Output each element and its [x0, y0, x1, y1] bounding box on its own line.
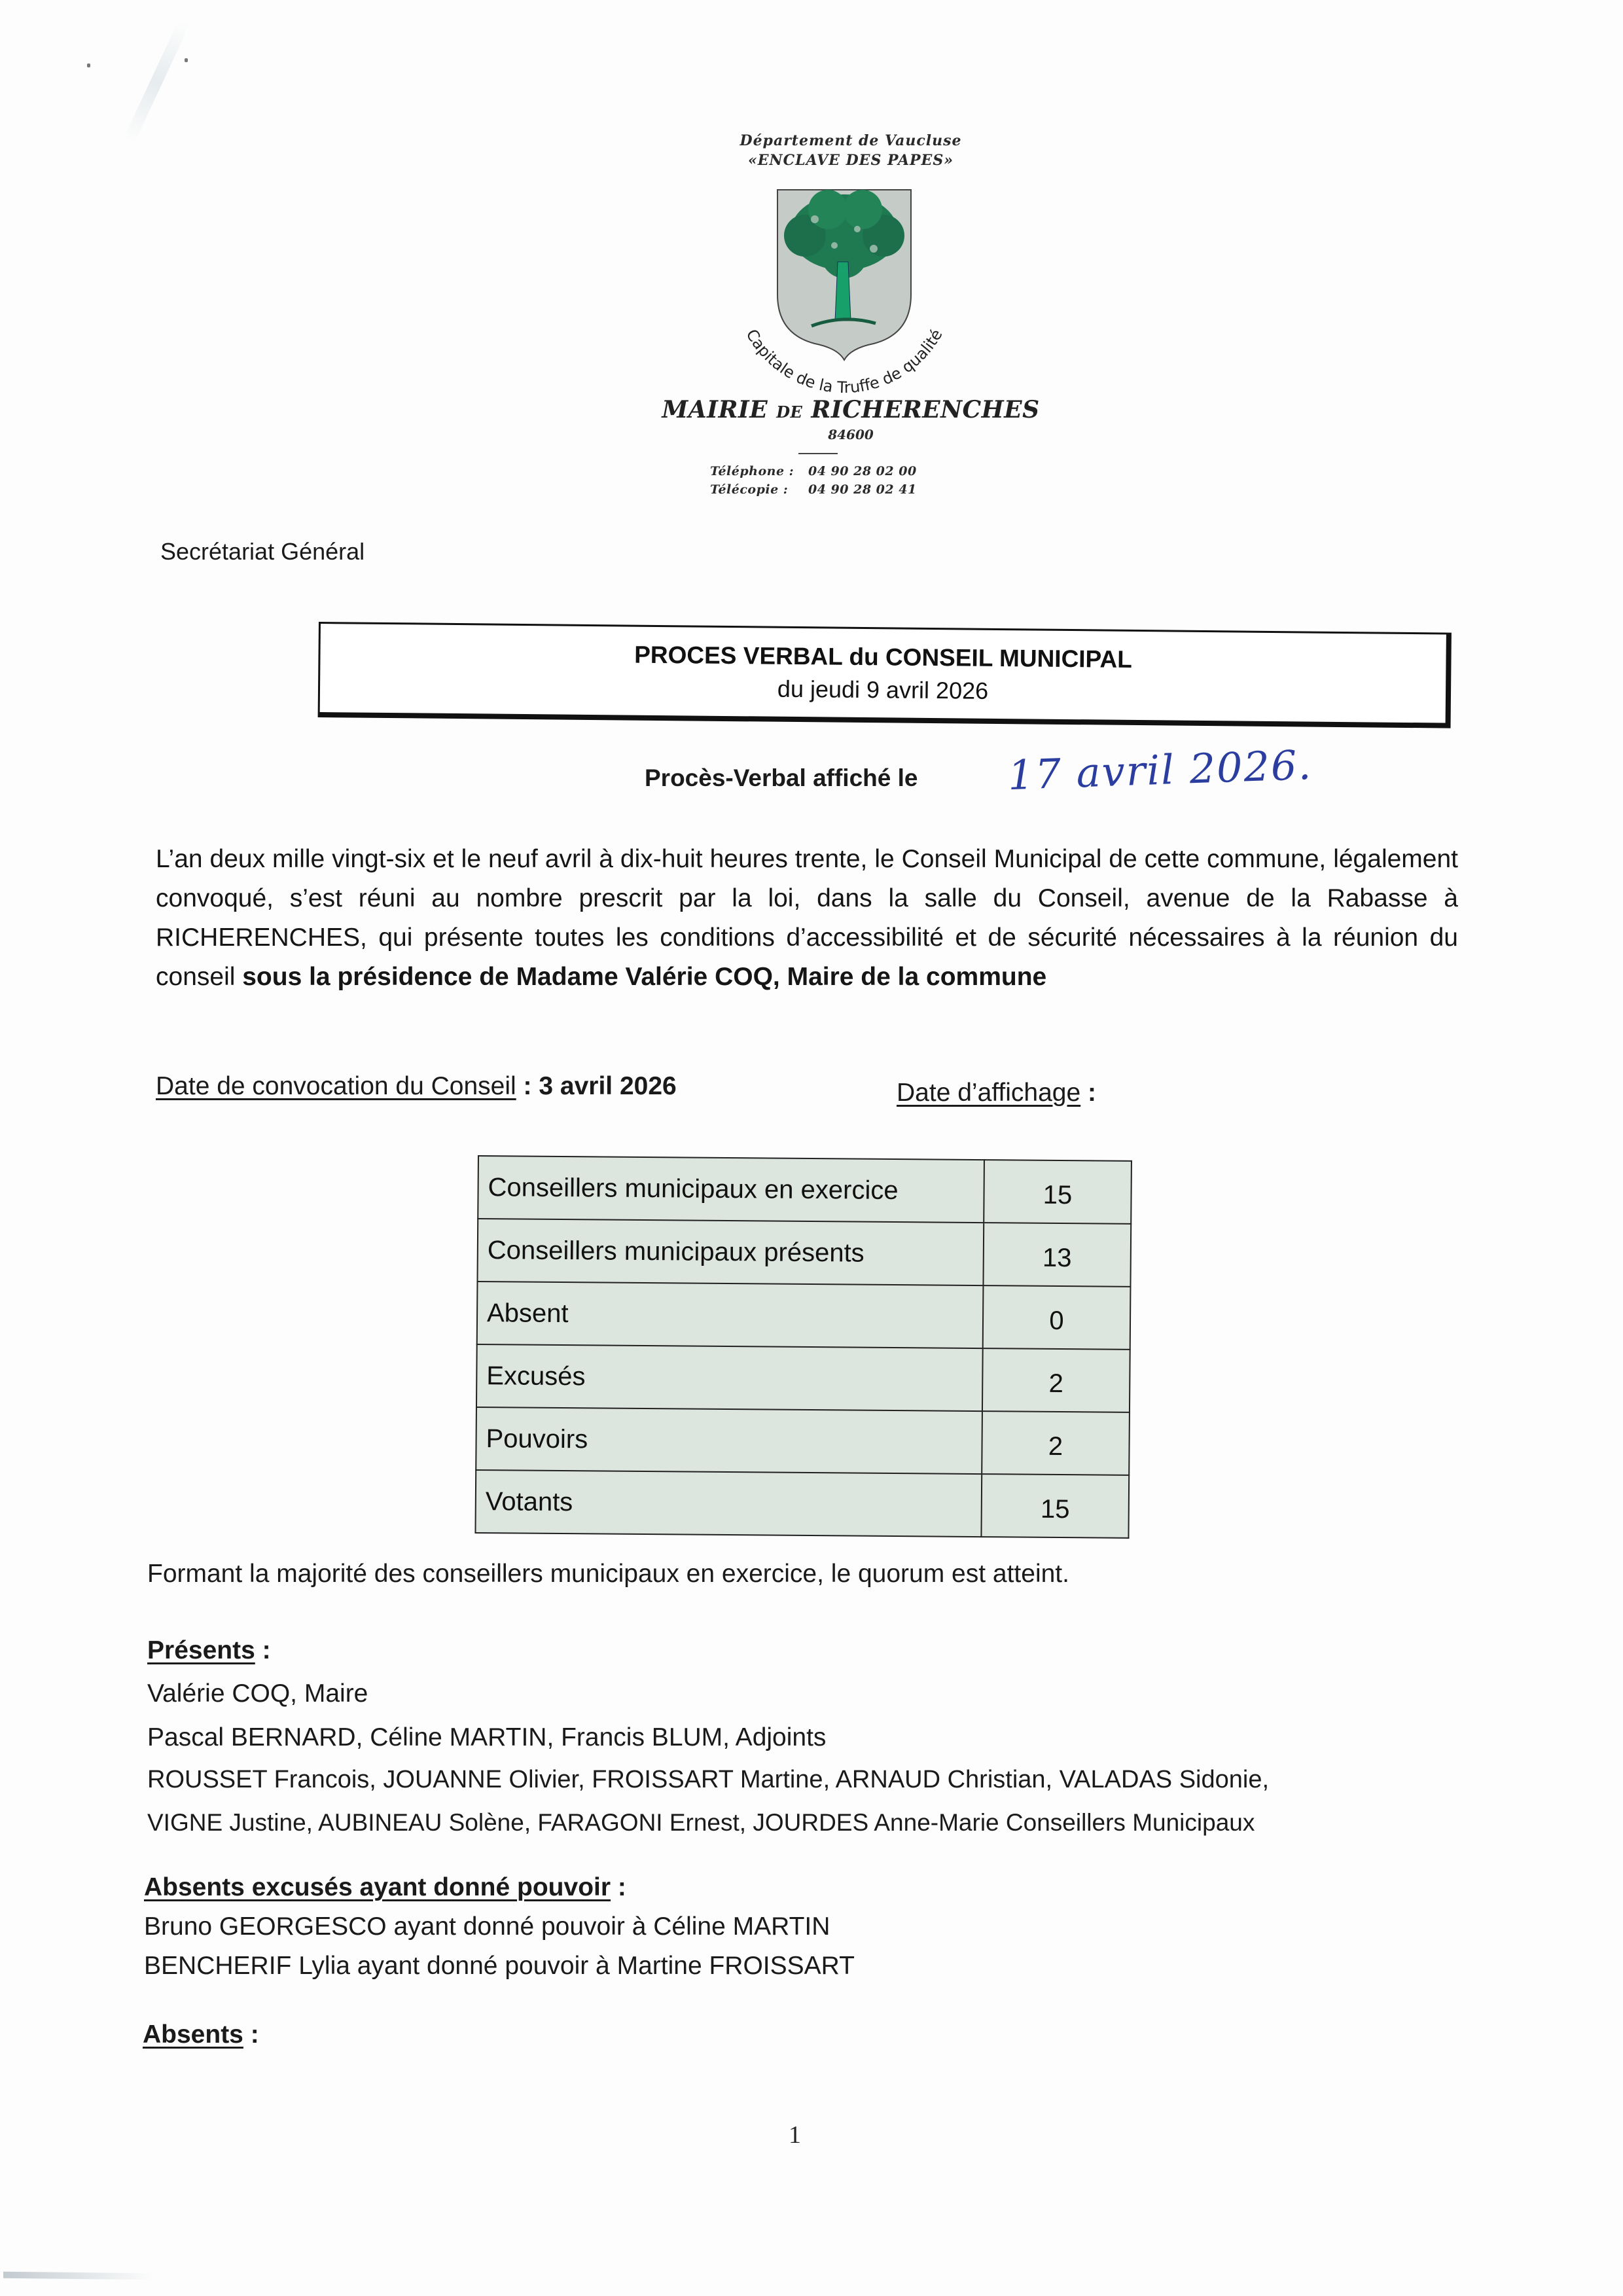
department-name: Département de Vaucluse	[740, 132, 962, 149]
attendance-value: 13	[983, 1223, 1131, 1287]
attendance-row	[476, 1407, 1130, 1475]
attendance-label: Votants	[475, 1470, 982, 1537]
letterhead-divider	[798, 453, 838, 454]
posting-label: Procès-Verbal affiché le	[645, 764, 918, 791]
convocation-value: 3 avril 2026	[539, 1072, 677, 1100]
presents-line: ROUSSET Francois, JOUANNE Olivier, FROISSART Martine, ARNAUD Christian, VALADAS Sidonie,	[147, 1766, 1270, 1793]
intro-presidency: sous la présidence de Madame Valérie COQ, Maire de la commune	[242, 963, 1047, 991]
convocation-label: Date de convocation du Conseil	[156, 1072, 516, 1100]
presents-heading	[147, 1636, 271, 1665]
affichage-label: Date d’affichage	[897, 1079, 1081, 1107]
contact-block	[710, 462, 991, 499]
absents-heading-label: Absents	[143, 2020, 243, 2049]
convocation-date	[156, 1072, 677, 1101]
attendance-value: 2	[982, 1348, 1130, 1412]
attendance-table	[474, 1155, 1132, 1539]
attendance-value: 0	[983, 1285, 1131, 1350]
letterhead-header	[681, 131, 1021, 170]
attendance-value: 15	[984, 1160, 1132, 1224]
motto-text: Capitale de la Truffe de qualité	[742, 326, 946, 397]
title-box	[318, 622, 1452, 728]
fax-label: Télécopie :	[710, 482, 789, 497]
presents-line: Pascal BERNARD, Céline MARTIN, Francis BLUM, Adjoints	[147, 1723, 827, 1751]
excused-heading-label: Absents excusés ayant donné pouvoir	[144, 1873, 611, 1901]
attendance-label: Pouvoirs	[476, 1407, 982, 1474]
scan-speck	[87, 63, 90, 67]
attendance-row	[478, 1156, 1132, 1224]
presents-line: Valérie COQ, Maire	[147, 1679, 368, 1708]
mairie-de: DE	[776, 403, 803, 422]
office-name: Secrétariat Général	[160, 538, 365, 565]
attendance-label: Excusés	[476, 1344, 983, 1411]
coat-of-arms-logo	[707, 183, 982, 399]
attendance-label: Absent	[477, 1282, 984, 1348]
scan-streak	[124, 20, 190, 144]
attendance-label: Conseillers municipaux en exercice	[478, 1156, 984, 1223]
mairie-prefix: MAIRIE	[662, 396, 768, 423]
convocation-separator: :	[516, 1072, 539, 1100]
document-title: PROCES VERBAL du CONSEIL MUNICIPAL	[634, 641, 1133, 673]
attendance-label: Conseillers municipaux présents	[477, 1219, 984, 1285]
presents-heading-label: Présents	[147, 1636, 255, 1664]
phone-value: 04 90 28 02 00	[808, 464, 917, 478]
excused-colon: :	[611, 1873, 626, 1901]
handwritten-posting-date: 17 avril 2026.	[1007, 740, 1313, 800]
attendance-value: 2	[982, 1411, 1130, 1475]
quorum-statement: Formant la majorité des conseillers municipaux en exercice, le quorum est atteint.	[147, 1560, 1069, 1588]
intro-paragraph	[156, 840, 1458, 997]
phone-label: Téléphone :	[710, 464, 794, 478]
absents-colon: :	[243, 2020, 259, 2049]
mairie-name: RICHERENCHES	[811, 396, 1040, 423]
excused-heading	[144, 1873, 626, 1902]
enclave-name: «ENCLAVE DES PAPES»	[748, 152, 954, 169]
affichage-date	[897, 1079, 1096, 1107]
attendance-row	[476, 1344, 1130, 1412]
absents-heading	[143, 2020, 259, 2049]
attendance-row	[477, 1219, 1131, 1287]
attendance-row	[477, 1282, 1131, 1350]
page-number: 1	[789, 2121, 801, 2149]
attendance-row	[475, 1470, 1129, 1538]
excused-line: BENCHERIF Lylia ayant donné pouvoir à Martine FROISSART	[144, 1952, 855, 1980]
presents-colon: :	[255, 1636, 271, 1664]
affichage-separator: :	[1080, 1079, 1096, 1107]
postcode: 84600	[828, 427, 874, 442]
scan-edge-shadow	[3, 2272, 154, 2280]
presents-line: VIGNE Justine, AUBINEAU Solène, FARAGONI Ernest, JOURDES Anne-Marie Conseillers Municipaux	[147, 1809, 1255, 1836]
scan-speck	[185, 58, 188, 62]
fax-row	[710, 480, 991, 499]
excused-line: Bruno GEORGESCO ayant donné pouvoir à Céline MARTIN	[144, 1912, 830, 1941]
fax-value: 04 90 28 02 41	[808, 482, 917, 497]
document-date: du jeudi 9 avril 2026	[777, 675, 989, 704]
mairie-title	[654, 396, 1047, 423]
phone-row	[710, 462, 991, 480]
attendance-value: 15	[981, 1474, 1129, 1538]
intro-text: L’an deux mille vingt-six et le neuf avril à dix-huit heures trente, le Conseil Municipal de cette commune, légalement convoqué, s’est réuni au nombre prescrit par la loi, dans la salle du Conseil, avenue de la Rabasse à RICHERENCHES, qui présente toutes les conditions d’accessibilité et de sécurité nécessaires à la réunion du conseil	[156, 845, 1458, 991]
